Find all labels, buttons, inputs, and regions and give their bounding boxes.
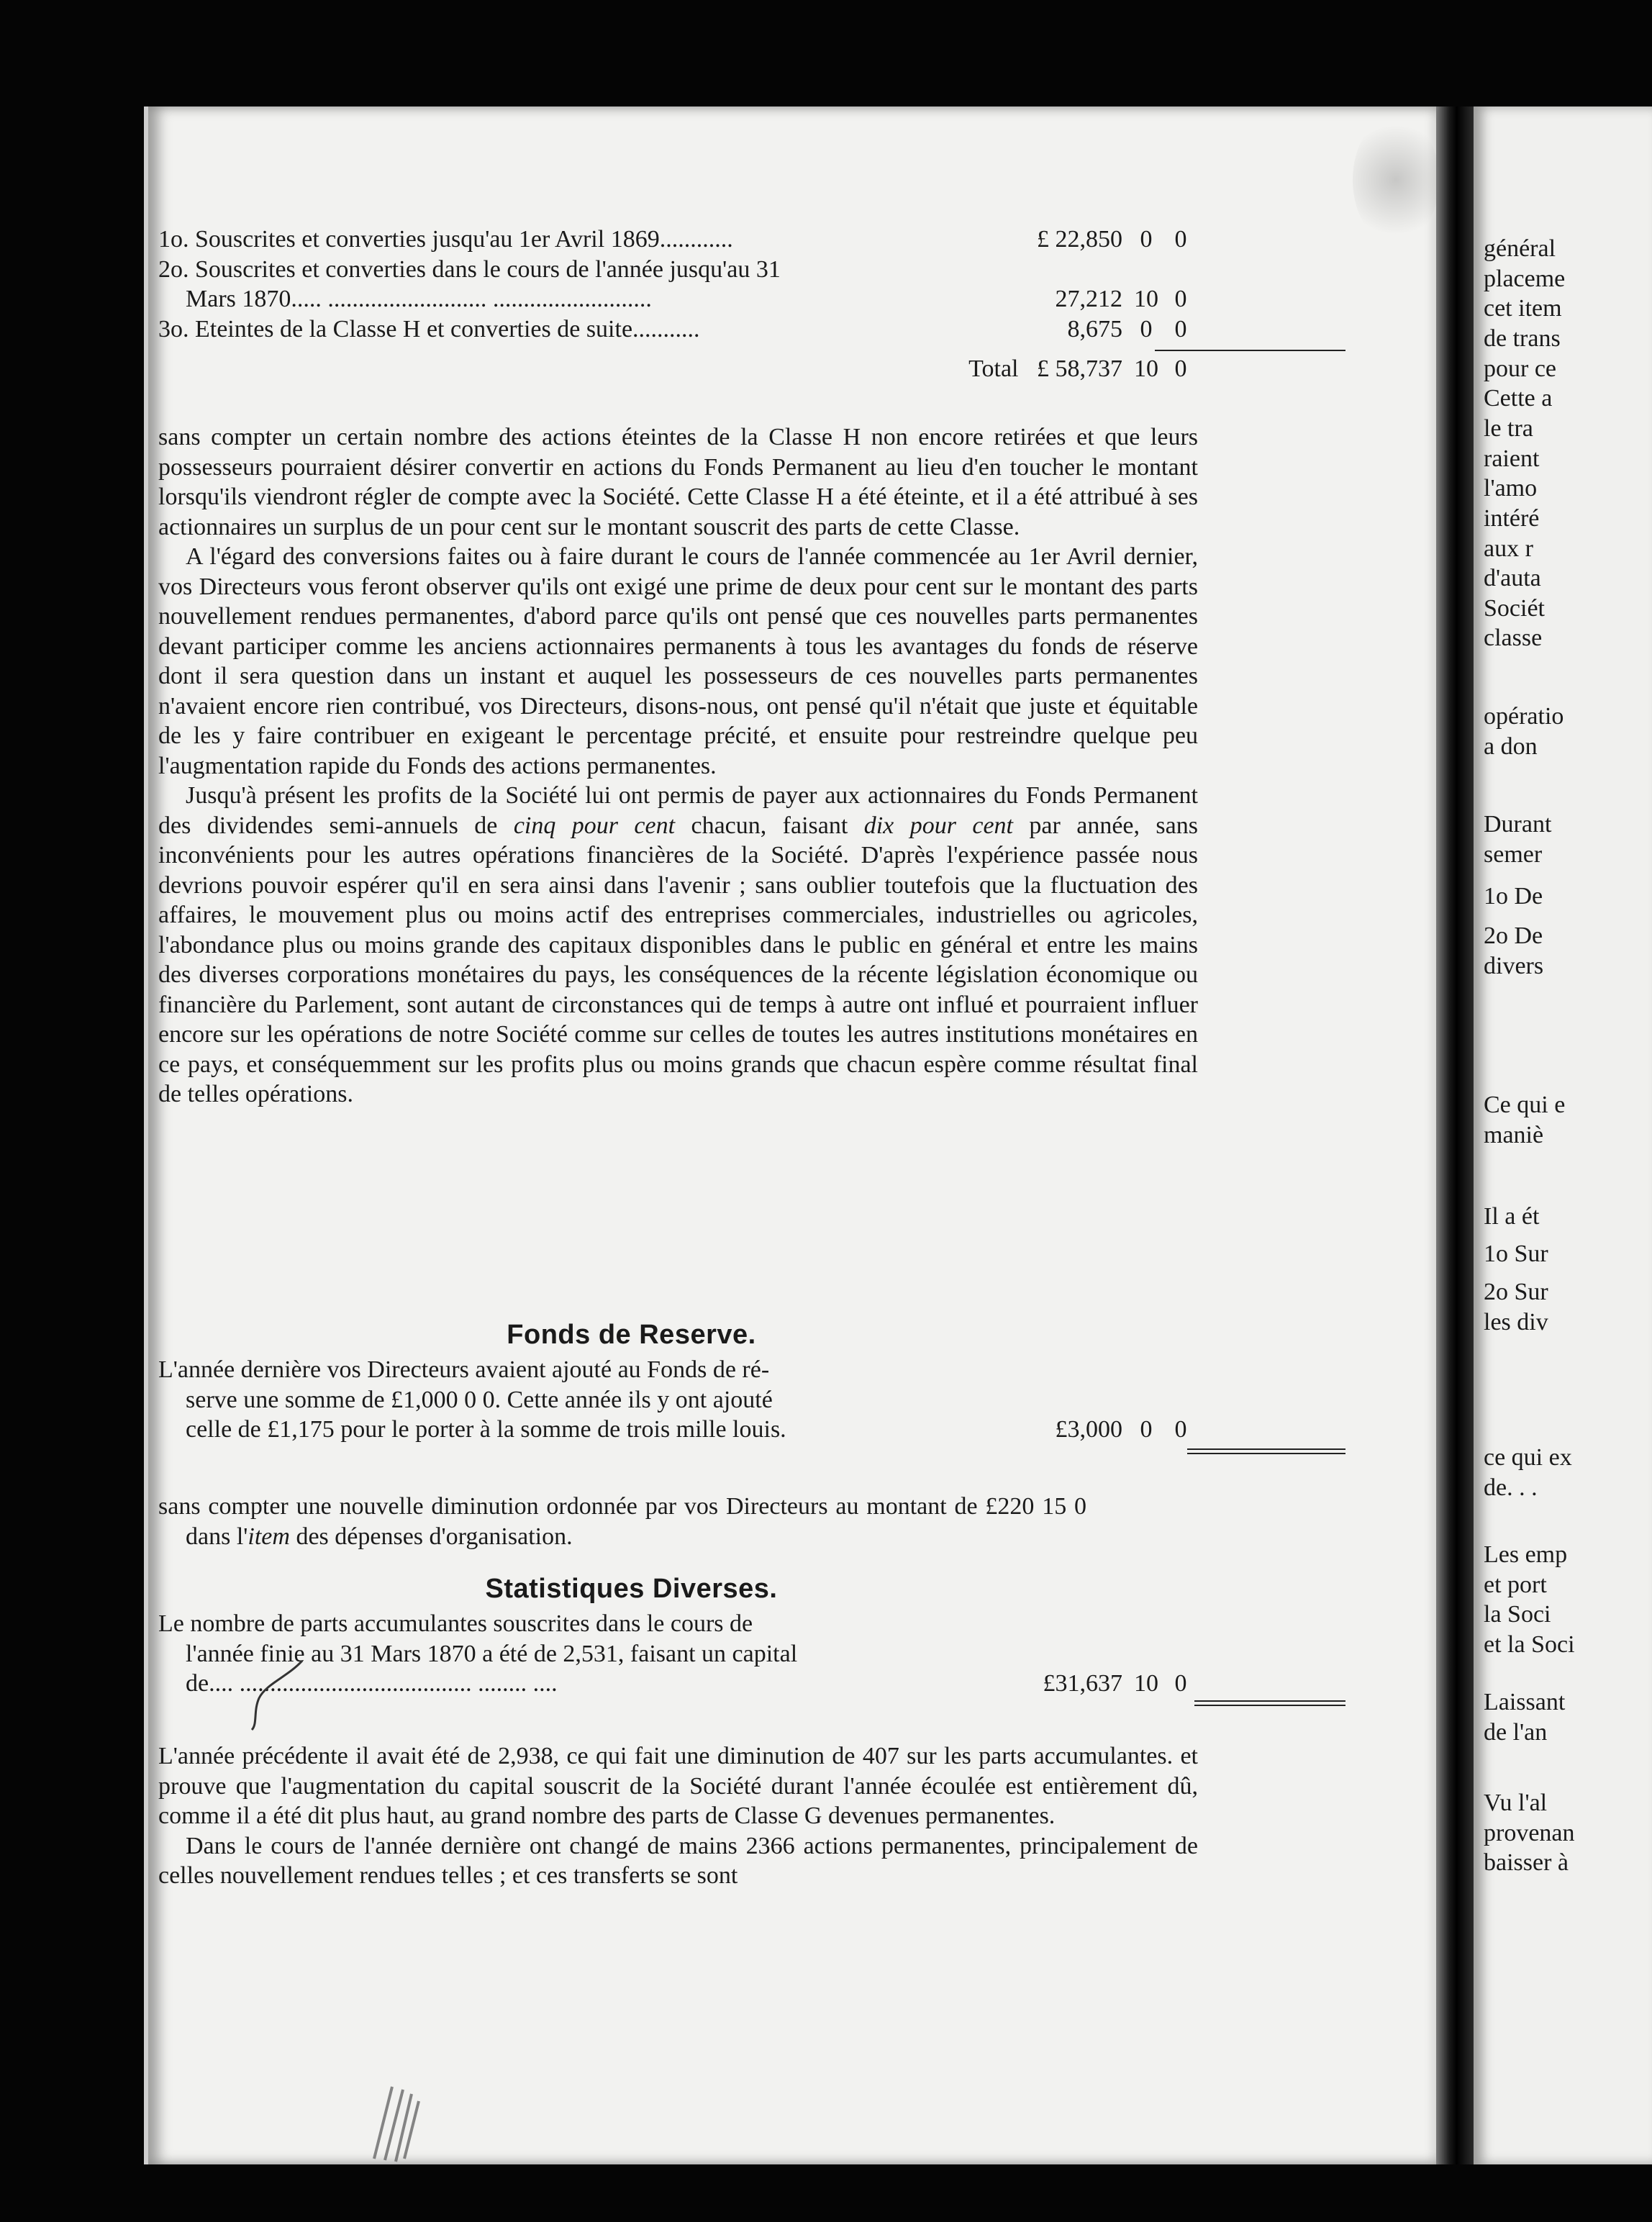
right-page-line: de trans xyxy=(1484,325,1561,352)
reserve-amount: £3,000 xyxy=(1055,1416,1122,1443)
right-page-line: maniè xyxy=(1484,1122,1544,1148)
paragraph: L'année précédente il avait été de 2,938, ce qui fait une diminution de 407 sur les parts accumulantes. et prouve que l'augmentation du capital souscrit de la Société durant l'année écoulée est entièrement dû, comme il a été dit plus haut, au grand nombre des parts de Classe G devenues permanentes. xyxy=(158,1743,1198,1829)
row-label: Mars 1870..... .......................... .......................... xyxy=(186,286,652,312)
table-row xyxy=(158,314,1198,345)
text-line: l'année finie au 31 Mars 1870 a été de 2,531, faisant un capital xyxy=(186,1640,798,1667)
row-label: 2o. Souscrites et converties dans le cours de l'année jusqu'au 31 xyxy=(158,255,781,283)
smudge-mark-icon xyxy=(360,2080,439,2166)
right-page-text xyxy=(1474,0,1652,2222)
right-page-line: opératio xyxy=(1484,703,1564,730)
right-page-line: Ce qui e xyxy=(1484,1092,1566,1118)
row-amount: £ 22,850 xyxy=(1037,226,1122,253)
row-shillings: 0 xyxy=(1140,315,1153,343)
right-page-line: 2o De xyxy=(1484,922,1543,949)
total-row xyxy=(158,354,1198,384)
reserve-section xyxy=(158,1320,1198,1445)
paragraph: A l'égard des conversions faites ou à faire durant le cours de l'année commencée au 1er Avril dernier, vos Directeurs vous feront observer qu'ils ont exigé une prime de deux pour cent sur le montant des parts nouvellement rendues permanentes, d'abord parce qu'ils ont pensé que ces nouvelles parts permanentes devant participer comme les anciens actionnaires permanents à tous les avantages du fonds de réserve dont il sera question dans un instant et auquel les possesseurs de ces nouvelles parts permanentes n'avaient encore rien contribué, vos Directeurs, disons-nous, ont pensé qu'il n'était que juste et équitable de les y faire contribuer en exigeant le percentage précité, et ensuite pour restreindre quelque peu l'augmentation rapide du Fonds des actions permanentes. xyxy=(158,543,1198,779)
row-shillings: 0 xyxy=(1140,226,1153,253)
row-amount: 27,212 xyxy=(1055,286,1122,312)
right-page-line: Il a ét xyxy=(1484,1203,1540,1230)
text-line: serve une somme de £1,000 0 0. Cette année ils y ont ajouté xyxy=(186,1386,773,1413)
right-page-line: Cette a xyxy=(1484,385,1553,412)
right-page-line: 1o De xyxy=(1484,883,1543,910)
closing-text xyxy=(158,1741,1198,1891)
right-page-line: Vu l'al xyxy=(1484,1790,1548,1816)
conversion-table xyxy=(158,225,1198,384)
right-page-line: aux r xyxy=(1484,535,1533,562)
right-page-line: 1o Sur xyxy=(1484,1241,1548,1267)
right-page-line: raient xyxy=(1484,445,1540,472)
stats-amount: £31,637 xyxy=(1043,1670,1122,1697)
right-page-line: la Soci xyxy=(1484,1601,1551,1628)
table-row xyxy=(158,255,1198,285)
right-page-line: intéré xyxy=(1484,505,1540,532)
body-text xyxy=(158,422,1198,1110)
organisation-note xyxy=(158,1492,1086,1551)
row-pence: 0 xyxy=(1174,226,1187,253)
section-heading: Fonds de Reserve. xyxy=(507,1320,756,1350)
right-page-line: les div xyxy=(1484,1309,1548,1336)
row-pence: 0 xyxy=(1174,286,1187,312)
paragraph: Dans le cours de l'année dernière ont changé de mains 2366 actions permanentes, principalement de celles nouvellement rendues telles ; et ces transferts se sont xyxy=(158,1832,1198,1889)
row-pence: 0 xyxy=(1174,315,1187,343)
pen-mark-icon xyxy=(245,1655,317,1734)
right-page-line: l'amo xyxy=(1484,475,1538,502)
right-page-line: semer xyxy=(1484,841,1543,868)
right-page-line: de l'an xyxy=(1484,1719,1548,1746)
row-label: 3o. Eteintes de la Classe H et converties de suite........... xyxy=(158,315,700,343)
right-page-line: placeme xyxy=(1484,266,1566,292)
right-page-line: et port xyxy=(1484,1572,1547,1598)
table-row xyxy=(158,225,1198,255)
right-page-line: a don xyxy=(1484,733,1538,760)
paragraph: Jusqu'à présent les profits de la Société lui ont permis de payer aux actionnaires du Fonds Permanent des dividendes semi-annuels de cinq pour cent chacun, faisant dix pour cent par année, sans inconvénients pour les autres opérations financières de la Société. D'après l'expérience passée nous devrions pouvoir espérer qu'il en sera ainsi dans l'avenir ; sans oublier toutefois que la fluctuation des affaires, le mouvement plus ou moins actif des entreprises commerciales, industrielles ou agricoles, l'abondance plus ou moins grande des capitaux disponibles dans le public en général et entre les mains des diverses corporations monétaires du pays, les conséquences de la récente législation économique ou financière du Parlement, sont autant de circonstances qui de temps à autre ont influé et pourraient influer encore sur les opérations de notre Société comme sur celles de toutes les autres institutions monétaires en ce pays, et conséquemment sur les profits plus ou moins grands que chacun espère comme résultat final de telles opérations. xyxy=(158,782,1198,1107)
sum-rule xyxy=(1155,350,1345,351)
right-page-line: de. . . xyxy=(1484,1474,1538,1501)
right-page-line: ce qui ex xyxy=(1484,1444,1572,1471)
paragraph: sans compter un certain nombre des actions éteintes de la Classe H non encore retirées et que leurs possesseurs pourraient désirer convertir en actions du Fonds Permanent au lieu d'en toucher le montant lorsqu'ils viendront régler de compte avec la Société. Cette Classe H a été éteinte, et il a été attribué à ses actionnaires un surplus de un pour cent sur le montant souscrit des parts de cette Classe. xyxy=(158,424,1198,540)
right-page-line: divers xyxy=(1484,953,1544,979)
right-page-line: Durant xyxy=(1484,811,1552,838)
sum-rule xyxy=(1194,1705,1345,1706)
right-page-line: général xyxy=(1484,235,1556,262)
row-shillings: 10 xyxy=(1134,286,1158,312)
right-page-line: baisser à xyxy=(1484,1849,1569,1876)
right-page-line: classe xyxy=(1484,625,1543,651)
text-line: de.... ...................................... ........ .... £31,637 10 0 xyxy=(158,1669,1198,1699)
right-page-line: cet item xyxy=(1484,295,1562,322)
row-label: 1o. Souscrites et converties jusqu'au 1er Avril 1869............ xyxy=(158,226,733,253)
book-gutter xyxy=(1436,106,1474,2164)
sum-rule xyxy=(1187,1448,1345,1450)
right-page-line: provenan xyxy=(1484,1820,1575,1846)
right-page-line: d'auta xyxy=(1484,565,1541,591)
table-row xyxy=(158,284,1198,314)
text-line: L'année dernière vos Directeurs avaient ajouté au Fonds de ré- xyxy=(158,1356,770,1383)
total-shillings: 10 xyxy=(1134,355,1158,382)
total-pence: 0 xyxy=(1174,355,1187,382)
right-page-line: et la Soci xyxy=(1484,1631,1575,1658)
right-page-line: Laissant xyxy=(1484,1689,1566,1715)
right-page-line: pour ce xyxy=(1484,355,1557,382)
right-page-line: le tra xyxy=(1484,415,1533,442)
row-amount: 8,675 xyxy=(1067,315,1122,343)
text-line: Le nombre de parts accumulantes souscrites dans le cours de xyxy=(158,1610,753,1637)
right-page-line: Les emp xyxy=(1484,1541,1568,1568)
sum-rule xyxy=(1187,1453,1345,1454)
paragraph: sans compter une nouvelle diminution ordonnée par vos Directeurs au montant de £220 15 0 dans l'item des dépenses d'organisation. xyxy=(158,1493,1086,1550)
section-heading: Statistiques Diverses. xyxy=(485,1574,778,1604)
right-page-line: 2o Sur xyxy=(1484,1279,1548,1305)
text-line: celle de £1,175 pour le porter à la somme de trois mille louis. £3,000 0 0 xyxy=(158,1415,1198,1445)
paper-stain xyxy=(1353,115,1439,245)
sum-rule xyxy=(1194,1700,1345,1702)
right-page-line: Sociét xyxy=(1484,595,1545,622)
total-amount: Total £ 58,737 xyxy=(968,355,1122,382)
